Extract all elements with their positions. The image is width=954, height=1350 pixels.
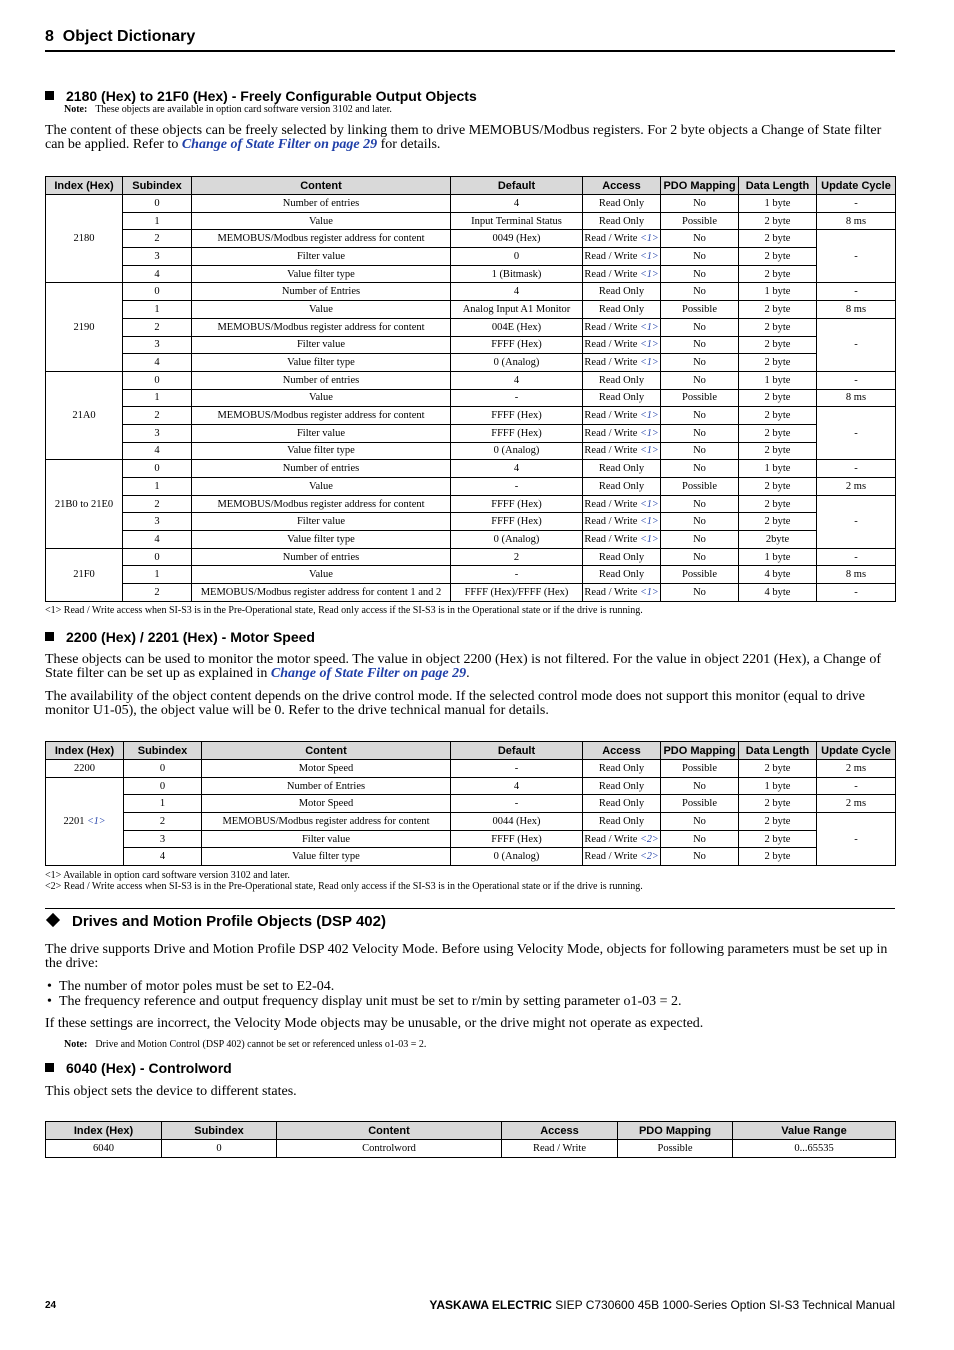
table-row: 1 Value Input Terminal Status Read Only Possible 2 byte 8 ms bbox=[46, 212, 896, 230]
bullet-list-dsp402 bbox=[45, 979, 895, 1009]
document-title: YASKAWA ELECTRIC SIEP C730600 45B 1000-Series Option SI-S3 Technical Manual bbox=[429, 1298, 895, 1312]
note-dsp402: Note: Drive and Motion Control (DSP 402) cannot be set or referenced unless o1-03 = 2. bbox=[64, 1039, 427, 1050]
table-motor-speed bbox=[45, 741, 896, 866]
column-header: Update Cycle bbox=[817, 177, 896, 195]
column-header: Access bbox=[502, 1122, 618, 1140]
section-heading-dsp402: Drives and Motion Profile Objects (DSP 402) bbox=[45, 913, 895, 930]
footnote-ref: <1> bbox=[640, 250, 659, 262]
cell-index: 21A0 bbox=[46, 371, 123, 459]
cell-index: 21F0 bbox=[46, 548, 123, 601]
chapter-title: Object Dictionary bbox=[62, 28, 196, 45]
table-row: 2 MEMOBUS/Modbus register address for content 0049 (Hex) Read / Write <1> No 2 byte - bbox=[46, 230, 896, 248]
table-row: 2200 0 Motor Speed - Read Only Possible 2 byte 2 ms bbox=[46, 760, 896, 778]
table-row: 1 Motor Speed - Read Only Possible 2 byte 2 ms bbox=[46, 795, 896, 813]
list-item: • The number of motor poles must be set to E2-04. bbox=[45, 979, 895, 994]
column-header: Access bbox=[583, 742, 661, 760]
table-freely-configurable-output-objects bbox=[45, 176, 896, 602]
section-heading-controlword: 6040 (Hex) - Controlword bbox=[45, 1060, 895, 1076]
column-header: PDO Mapping bbox=[661, 177, 739, 195]
footnote-ref: <1> bbox=[640, 498, 659, 510]
chapter-header bbox=[45, 28, 895, 52]
cell-index: 2190 bbox=[46, 283, 123, 371]
footnote-ref: <1> bbox=[640, 233, 659, 245]
table-row: 1 Value - Read Only Possible 4 byte 8 ms bbox=[46, 566, 896, 584]
table-row: 4 Value filter type 0 (Analog) Read / Write <1> No 2 byte bbox=[46, 354, 896, 372]
table-row: 1 Value - Read Only Possible 2 byte 2 ms bbox=[46, 478, 896, 496]
paragraph-dsp402-2: If these settings are incorrect, the Velocity Mode objects may be unusable, or the drive might not operate as expected. bbox=[45, 1016, 704, 1031]
footnote-ref: <1> bbox=[640, 410, 659, 422]
column-header: Subindex bbox=[124, 742, 202, 760]
column-header: Subindex bbox=[123, 177, 192, 195]
footnote-ref: <2> bbox=[640, 833, 659, 845]
table-row: 3 Filter value 0 Read / Write <1> No 2 byte bbox=[46, 248, 896, 266]
table-row: 1 Value - Read Only Possible 2 byte 8 ms bbox=[46, 389, 896, 407]
cell-index: 2201 <1> bbox=[46, 777, 124, 865]
section-heading-2180: 2180 (Hex) to 21F0 (Hex) - Freely Configurable Output Objects bbox=[45, 88, 895, 104]
table-row: 4 Value filter type 0 (Analog) Read / Write <2> No 2 byte bbox=[46, 848, 896, 866]
section-heading-motor-speed: 2200 (Hex) / 2201 (Hex) - Motor Speed bbox=[45, 629, 895, 645]
paragraph-2180: The content of these objects can be freely selected by linking them to drive MEMOBUS/Modbus registers. For 2 byte objects a Change of State filter can be applied. Refer to Change of State Filter on page 29 for details. bbox=[45, 123, 882, 152]
table-row: 2 MEMOBUS/Modbus register address for content FFFF (Hex) Read / Write <1> No 2 byte - bbox=[46, 495, 896, 513]
column-header: Content bbox=[277, 1122, 502, 1140]
link-change-of-state-filter-2[interactable]: Change of State Filter on page 29 bbox=[270, 666, 467, 681]
footnote-ref: <1> bbox=[640, 321, 659, 333]
column-header: Update Cycle bbox=[817, 742, 896, 760]
paragraph-controlword: This object sets the device to different states. bbox=[45, 1084, 297, 1099]
table-row: 21B0 to 21E0 0 Number of entries 4 Read Only No 1 byte - bbox=[46, 460, 896, 478]
page bbox=[45, 0, 895, 1350]
paragraph-dsp402-1: The drive supports Drive and Motion Profile DSP 402 Velocity Mode. Before using Velocity Mode, objects for following parameters must be set up in the drive: bbox=[45, 942, 888, 971]
footnote-ref: <1> bbox=[640, 339, 659, 351]
table-row: 1 Value Analog Input A1 Monitor Read Only Possible 2 byte 8 ms bbox=[46, 301, 896, 319]
chapter-number: 8 bbox=[45, 28, 54, 45]
footnotes-table2: <1> Available in option card software version 3102 and later. <2> Read / Write access when SI-S3 is in the Pre-Operational state, Read only access if the SI-S3 is in the Operational state or if the drive is running. bbox=[45, 870, 643, 892]
table-row: 2180 0 Number of entries 4 Read Only No 1 byte - bbox=[46, 195, 896, 213]
table-row: 2 MEMOBUS/Modbus register address for content FFFF (Hex) Read / Write <1> No 2 byte - bbox=[46, 407, 896, 425]
table-row: 2190 0 Number of Entries 4 Read Only No 1 byte - bbox=[46, 283, 896, 301]
table-row: 4 Value filter type 0 (Analog) Read / Write <1> No 2byte bbox=[46, 531, 896, 549]
table-row: 3 Filter value FFFF (Hex) Read / Write <1> No 2 byte bbox=[46, 424, 896, 442]
table-row: 21F0 0 Number of entries 2 Read Only No 1 byte - bbox=[46, 548, 896, 566]
column-header: Content bbox=[192, 177, 451, 195]
footnote-table1: <1> Read / Write access when SI-S3 is in the Pre-Operational state, Read only access if the SI-S3 is in the Operational state or if the drive is running. bbox=[45, 605, 643, 616]
column-header: Content bbox=[202, 742, 451, 760]
page-number: 24 bbox=[45, 1300, 57, 1311]
column-header: Value Range bbox=[733, 1122, 896, 1140]
column-header: Index (Hex) bbox=[46, 742, 124, 760]
paragraph-motor-speed-1: These objects can be used to monitor the motor speed. The value in object 2200 (Hex) is not filtered. For the value in object 2201 (Hex), a Change of State filter can be set up as explained in Change of State Filter on page 29. bbox=[45, 652, 882, 681]
footnote-ref: <1> bbox=[87, 815, 106, 827]
cell-index: 21B0 to 21E0 bbox=[46, 460, 123, 548]
list-item: • The frequency reference and output frequency display unit must be set to r/min by setting parameter o1-03 = 2. bbox=[45, 994, 895, 1009]
diamond-bullet-icon bbox=[46, 913, 60, 927]
table-row: 3 Filter value FFFF (Hex) Read / Write <1> No 2 byte bbox=[46, 336, 896, 354]
cell-index: 2200 bbox=[46, 760, 124, 778]
footnote-ref: <1> bbox=[640, 427, 659, 439]
column-header: Access bbox=[583, 177, 661, 195]
footnote-ref: <1> bbox=[640, 533, 659, 545]
footnote-ref: <1> bbox=[640, 586, 659, 598]
table-row: 2 MEMOBUS/Modbus register address for content 1 and 2 FFFF (Hex)/FFFF (Hex) Read / Write <1> No 4 byte - bbox=[46, 584, 896, 602]
column-header: PDO Mapping bbox=[618, 1122, 733, 1140]
paragraph-motor-speed-2: The availability of the object content depends on the drive control mode. If the selected control mode does not support this monitor (equal to drive monitor U1-05), the object value will be 0. Refer to the drive technical manual for details. bbox=[45, 689, 865, 718]
footnote-ref: <1> bbox=[640, 357, 659, 369]
cell-index: 2180 bbox=[46, 195, 123, 283]
table-row: 4 Value filter type 0 (Analog) Read / Write <1> No 2 byte bbox=[46, 442, 896, 460]
table-row: 21A0 0 Number of entries 4 Read Only No 1 byte - bbox=[46, 371, 896, 389]
table-row: 3 Filter value FFFF (Hex) Read / Write <1> No 2 byte bbox=[46, 513, 896, 531]
table-row: 2 MEMOBUS/Modbus register address for content 0044 (Hex) Read Only No 2 byte - bbox=[46, 813, 896, 831]
link-change-of-state-filter[interactable]: Change of State Filter on page 29 bbox=[181, 137, 378, 152]
column-header: Data Length bbox=[739, 177, 817, 195]
square-bullet-icon bbox=[45, 1063, 54, 1072]
column-header: Default bbox=[451, 742, 583, 760]
column-header: Data Length bbox=[739, 742, 817, 760]
table-row: 2 MEMOBUS/Modbus register address for content 004E (Hex) Read / Write <1> No 2 byte - bbox=[46, 318, 896, 336]
table-row: 6040 0 Controlword Read / Write Possible 0...65535 bbox=[46, 1140, 896, 1158]
section-divider bbox=[45, 908, 895, 909]
footnote-ref: <1> bbox=[640, 268, 659, 280]
square-bullet-icon bbox=[45, 632, 54, 641]
column-header: PDO Mapping bbox=[661, 742, 739, 760]
column-header: Subindex bbox=[162, 1122, 277, 1140]
square-bullet-icon bbox=[45, 91, 54, 100]
table-row: 3 Filter value FFFF (Hex) Read / Write <2> No 2 byte bbox=[46, 830, 896, 848]
column-header: Index (Hex) bbox=[46, 177, 123, 195]
column-header: Index (Hex) bbox=[46, 1122, 162, 1140]
table-row: 4 Value filter type 1 (Bitmask) Read / Write <1> No 2 byte bbox=[46, 265, 896, 283]
footnote-ref: <2> bbox=[640, 851, 659, 863]
table-controlword bbox=[45, 1121, 896, 1158]
note-2180: Note: These objects are available in option card software version 3102 and later. bbox=[64, 104, 392, 115]
table-row: 2201 <1> 0 Number of Entries 4 Read Only No 1 byte - bbox=[46, 777, 896, 795]
column-header: Default bbox=[451, 177, 583, 195]
footnote-ref: <1> bbox=[640, 516, 659, 528]
footnote-ref: <1> bbox=[640, 445, 659, 457]
